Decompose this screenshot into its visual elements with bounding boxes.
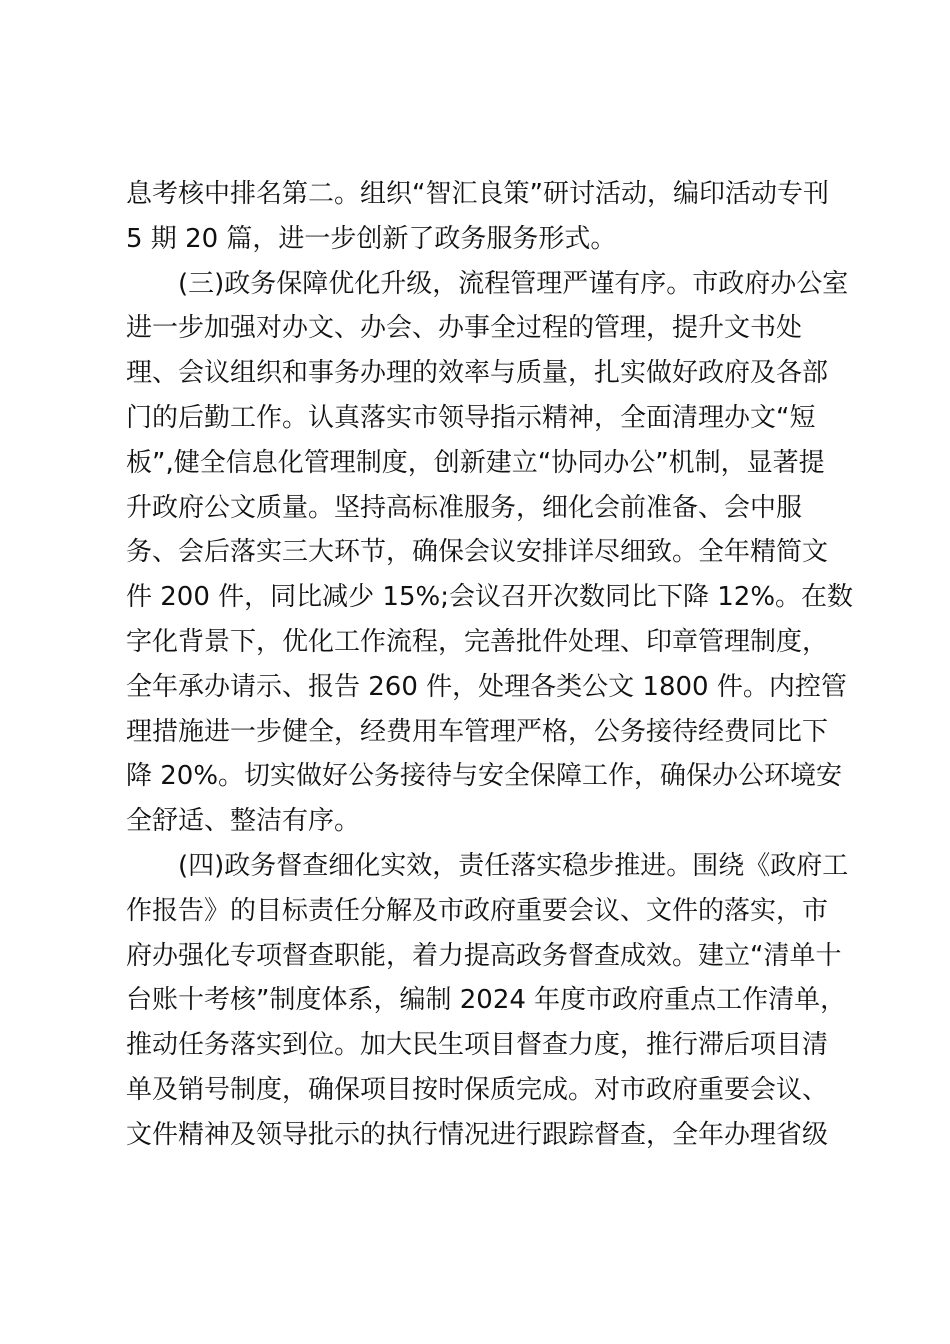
section-heading-line: (三)政务保障优化升级，流程管理严谨有序。市政府办公室 — [178, 268, 849, 299]
body-text — [126, 172, 854, 1158]
text-line: 全舒适、整洁有序。 — [126, 806, 361, 837]
text-line: 理、会议组织和事务办理的效率与质量，扎实做好政府及各部 — [126, 358, 829, 389]
text-line: 理措施进一步健全，经费用车管理严格，公务接待经费同比下 — [126, 716, 829, 747]
text-line: 全年承办请示、报告 260 件，处理各类公文 1800 件。内控管 — [126, 671, 847, 702]
text-line: 件 200 件，同比减少 15%;会议召开次数同比下降 12%。在数 — [126, 582, 854, 613]
text-line: 推动任务落实到位。加大民生项目督查力度，推行滞后项目清 — [126, 1030, 829, 1061]
text-line: 作报告》的目标责任分解及市政府重要会议、文件的落实，市 — [126, 895, 829, 926]
text-line: 字化背景下，优化工作流程，完善批件处理、印章管理制度， — [126, 626, 829, 657]
text-line: 台账十考核”制度体系，编制 2024 年度市政府重点工作清单， — [126, 985, 847, 1016]
text-line: 进一步加强对办文、办会、办事全过程的管理，提升文书处 — [126, 313, 803, 344]
text-line: 府办强化专项督查职能，着力提高政务督查成效。建立“清单十 — [126, 940, 842, 971]
text-line: 务、会后落实三大环节，确保会议安排详尽细致。全年精简文 — [126, 537, 829, 568]
text-line: 5 期 20 篇，进一步创新了政务服务形式。 — [126, 223, 617, 254]
text-line: 升政府公文质量。坚持高标准服务，细化会前准备、会中服 — [126, 492, 803, 523]
text-line: 单及销号制度，确保项目按时保质完成。对市政府重要会议、 — [126, 1074, 829, 1105]
text-line: 息考核中排名第二。组织“智汇良策”研讨活动，编印活动专刊 — [126, 179, 829, 209]
text-line: 降 20%。切实做好公务接待与安全保障工作，确保办公环境安 — [126, 761, 843, 792]
text-line: 文件精神及领导批示的执行情况进行跟踪督查，全年办理省级 — [126, 1119, 829, 1150]
text-line: 门的后勤工作。认真落实市领导指示精神，全面清理办文“短 — [126, 402, 816, 433]
section-heading-line: (四)政务督查细化实效，责任落实稳步推进。围绕《政府工 — [178, 850, 849, 881]
text-line: 板”,健全信息化管理制度，创新建立“协同办公”机制，显著提 — [126, 447, 825, 478]
